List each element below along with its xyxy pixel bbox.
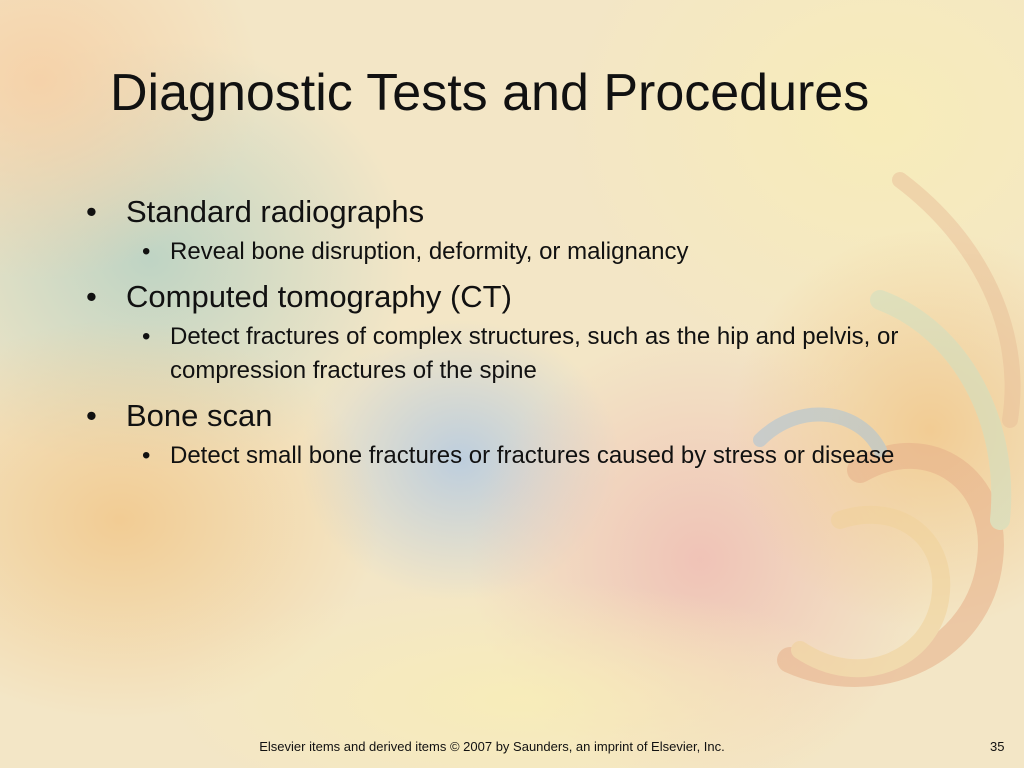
sub-bullet-text: Reveal bone disruption, deformity, or malignancy (170, 238, 689, 265)
sub-bullet-text: Detect small bone fractures or fractures caused by stress or disease (170, 442, 895, 469)
copyright-footer: Elsevier items and derived items © 2007 by Saunders, an imprint of Elsevier, Inc. (259, 739, 725, 754)
bullet-glyph: • (142, 323, 151, 350)
bullet-level-2 (86, 439, 956, 473)
sub-bullet-text: Detect fractures of complex structures, such as the hip and pelvis, or compression fractures of the spine (170, 323, 899, 384)
bullet-glyph: • (86, 279, 97, 314)
bullet-text: Computed tomography (CT) (126, 279, 512, 314)
bullet-level-1 (86, 396, 956, 436)
bullet-level-2 (86, 320, 956, 388)
bullet-glyph: • (142, 442, 151, 469)
bullet-text: Standard radiographs (126, 194, 425, 229)
bullet-text: Bone scan (126, 398, 273, 433)
list-item (86, 192, 956, 269)
bullet-glyph: • (142, 238, 151, 265)
bullet-level-1 (86, 192, 956, 232)
bullet-glyph: • (86, 194, 97, 229)
list-item (86, 396, 956, 473)
bullet-level-2 (86, 235, 956, 269)
list-item (86, 277, 956, 388)
bullet-list (86, 186, 956, 481)
slide-title: Diagnostic Tests and Procedures (110, 64, 870, 122)
bullet-glyph: • (86, 398, 97, 433)
bullet-level-1 (86, 277, 956, 317)
page-number: 35 (990, 739, 1005, 754)
